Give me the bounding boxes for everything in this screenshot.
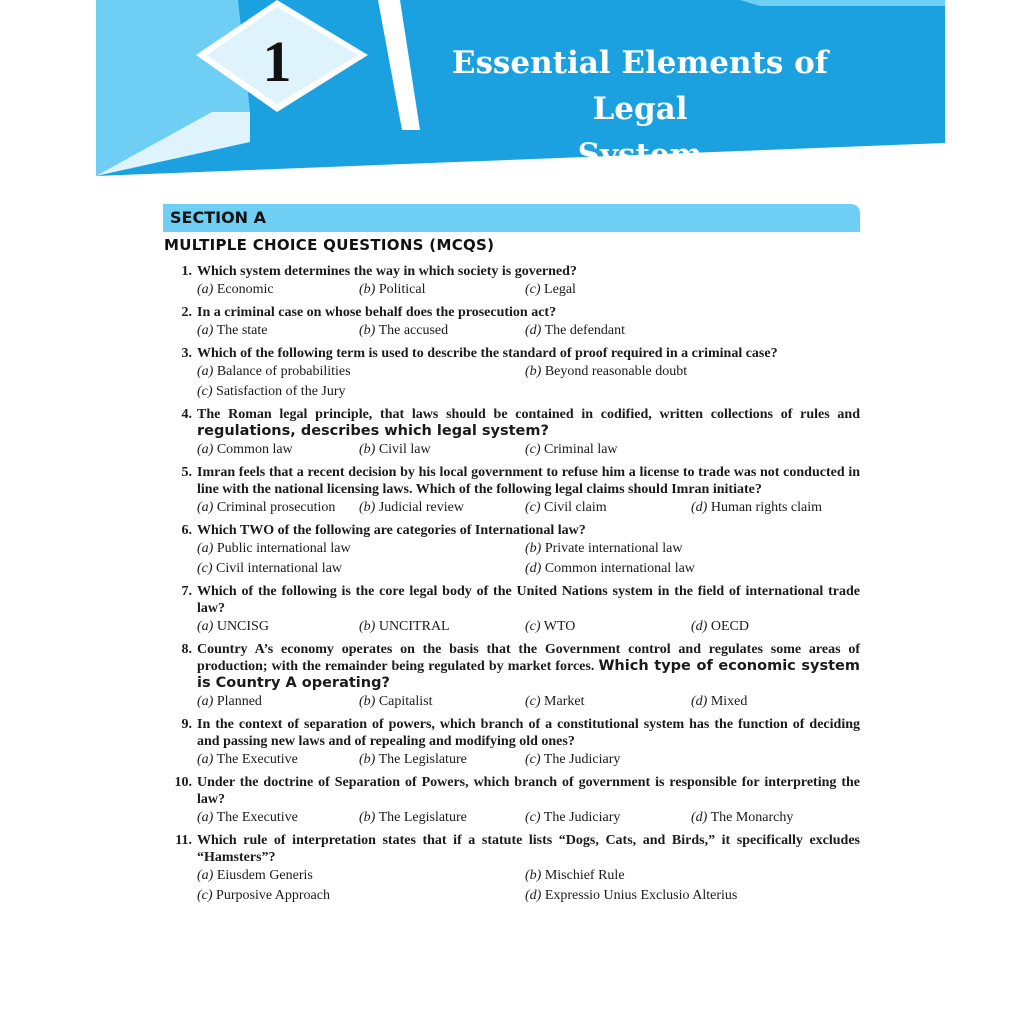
answer-option [525,498,607,518]
chapter-title-line-1: Essential Elements of Legal [451,45,829,127]
answer-options [197,866,860,906]
option-text: Civil international law [216,561,343,576]
option-letter: (c) [525,619,541,634]
option-letter: (a) [197,442,214,457]
answer-option [691,808,793,828]
answer-options [197,321,860,341]
option-letter: (b) [359,619,376,634]
option-letter: (b) [525,541,542,556]
option-text: Political [378,282,426,297]
question-text-main: Which of the following term is used to describe the standard of proof required in a criminal case? [197,346,778,361]
question-text-main: Which TWO of the following are categories of International law? [197,523,586,538]
option-letter: (d) [525,888,542,903]
question-text-main: Which rule of interpretation states that if a statute lists “Dogs, Cats, and Birds,” it specifically excludes “Hamsters”? [197,833,860,865]
answer-option-row [197,886,860,906]
question-number: 11. [175,833,192,848]
answer-option-row [197,321,860,341]
question-number: 8. [181,642,192,657]
option-text: Criminal law [544,442,618,457]
answer-option-row [197,440,860,460]
option-text: The Judiciary [543,810,621,825]
answer-option-row [197,280,860,300]
question-number: 1. [181,264,192,279]
answer-option [359,498,464,518]
question-text-main: Which system determines the way in which society is governed? [197,264,577,279]
option-letter: (a) [197,364,214,379]
option-letter: (c) [197,888,213,903]
chapter-title [400,40,880,178]
question-text-main: In a criminal case on whose behalf does the prosecution act? [197,305,557,320]
answer-option [525,362,687,382]
question-text-main: Which of the following is the core legal body of the United Nations system in the field of international trade law? [197,584,860,616]
option-text: Common international law [544,561,695,576]
option-letter: (b) [359,694,376,709]
option-text: The Monarchy [710,810,794,825]
option-letter: (b) [359,810,376,825]
option-text: The Legislature [378,810,467,825]
answer-option [525,280,576,300]
option-text: Human rights claim [710,500,823,515]
answer-options [197,750,860,770]
question-number: 5. [181,465,192,480]
question-text [197,774,860,808]
option-text: Market [544,694,585,709]
option-letter: (a) [197,810,214,825]
option-letter: (b) [359,752,376,767]
question-item [163,716,860,770]
option-text: Expressio Unius Exclusio Alterius [544,888,738,903]
question-text [197,304,860,321]
answer-option [197,559,342,579]
option-letter: (d) [691,694,708,709]
option-text: Civil law [378,442,431,457]
option-text: Criminal prosecution [216,500,336,515]
answer-option [197,808,298,828]
question-text-tail: regulations, describes which legal system? [197,423,549,439]
question-item [163,774,860,828]
option-letter: (a) [197,868,214,883]
option-letter: (c) [525,752,541,767]
question-item [163,522,860,579]
option-letter: (c) [197,561,213,576]
answer-option-row [197,362,860,382]
answer-option [197,866,313,886]
answer-option [525,539,682,559]
option-text: The Executive [216,810,298,825]
option-letter: (a) [197,752,214,767]
answer-option [197,498,335,518]
question-item [163,406,860,460]
answer-option-row [197,808,860,828]
option-text: The state [216,323,268,338]
option-letter: (d) [691,810,708,825]
answer-option [197,321,268,341]
question-text-tail: Which type of economic system is Country A operating? [197,658,860,691]
option-text: WTO [543,619,576,634]
answer-options [197,362,860,402]
answer-option-row [197,866,860,886]
option-text: Common law [216,442,293,457]
option-text: The accused [378,323,449,338]
option-text: Planned [216,694,262,709]
option-letter: (a) [197,541,214,556]
answer-option-row [197,382,860,402]
option-letter: (c) [197,384,213,399]
answer-option [359,750,467,770]
option-letter: (b) [359,282,376,297]
option-text: Private international law [544,541,683,556]
option-text: Mischief Rule [544,868,625,883]
option-letter: (d) [525,561,542,576]
answer-option [691,498,822,518]
option-letter: (c) [525,442,541,457]
question-text [197,263,860,280]
answer-option [691,692,747,712]
answer-option [691,617,749,637]
answer-option [525,692,584,712]
question-text [197,406,860,440]
question-number: 3. [181,346,192,361]
chapter-title-line-2: System [577,137,703,173]
option-text: Capitalist [378,694,433,709]
option-letter: (b) [525,868,542,883]
option-text: Beyond reasonable doubt [544,364,688,379]
banner-top-strip [740,0,945,6]
option-letter: (c) [525,500,541,515]
answer-option [525,559,695,579]
option-text: The Executive [216,752,298,767]
answer-option [197,539,351,559]
option-text: Balance of probabilities [216,364,351,379]
question-text [197,716,860,750]
question-text [197,464,860,498]
option-letter: (d) [691,619,708,634]
answer-option [197,886,330,906]
option-text: UNCITRAL [378,619,450,634]
answer-option [359,617,450,637]
question-item [163,304,860,341]
option-letter: (b) [525,364,542,379]
answer-option-row [197,539,860,559]
section-label: SECTION A [170,208,267,227]
question-text-main: The Roman legal principle, that laws should be contained in codified, written collections of rules and [197,407,860,422]
answer-option-row [197,617,860,637]
answer-option [197,692,262,712]
question-number: 9. [181,717,192,732]
option-letter: (a) [197,323,214,338]
answer-option [525,440,618,460]
question-item [163,641,860,712]
option-letter: (b) [359,323,376,338]
answer-options [197,498,860,518]
option-text: Public international law [216,541,351,556]
question-item [163,832,860,906]
answer-option [525,321,625,341]
question-text-main: Country A’s economy operates on the basis that the Government control and regulates some areas of production; with the remainder being regulated by market forces. [197,642,860,674]
question-item [163,263,860,300]
answer-option [197,382,346,402]
question-text-main: In the context of separation of powers, which branch of a constitutional system has the function of deciding and passing new laws and of repealing and modifying old ones? [197,717,860,749]
mcq-heading: MULTIPLE CHOICE QUESTIONS (MCQS) [164,236,495,254]
answer-option [525,808,620,828]
question-text [197,832,860,866]
chapter-number: 1 [262,29,292,94]
answer-option [197,280,274,300]
option-letter: (b) [359,442,376,457]
option-text: Purposive Approach [216,888,330,903]
question-number: 6. [181,523,192,538]
answer-option [359,692,433,712]
option-text: The Legislature [378,752,467,767]
answer-option [359,440,431,460]
answer-options [197,617,860,637]
question-number: 10. [174,775,192,790]
question-text [197,345,860,362]
question-text [197,641,860,692]
option-letter: (c) [525,810,541,825]
answer-option [525,866,625,886]
option-text: Mixed [710,694,748,709]
option-letter: (b) [359,500,376,515]
answer-option-row [197,750,860,770]
answer-option [197,362,351,382]
option-text: Judicial review [378,500,464,515]
answer-option-row [197,692,860,712]
answer-options [197,808,860,828]
question-number: 4. [181,407,192,422]
option-letter: (d) [691,500,708,515]
answer-option [197,440,293,460]
answer-options [197,539,860,579]
answer-options [197,280,860,300]
option-text: Satisfaction of the Jury [216,384,346,399]
question-item [163,345,860,402]
option-letter: (d) [525,323,542,338]
answer-option [525,750,620,770]
answer-option [197,750,298,770]
answer-option-row [197,559,860,579]
answer-option [359,280,426,300]
question-text-main: Under the doctrine of Separation of Powers, which branch of government is responsible for interpreting the law? [197,775,860,807]
question-number: 7. [181,584,192,599]
option-text: Eiusdem Generis [216,868,313,883]
option-text: OECD [710,619,749,634]
question-item [163,583,860,637]
question-text-main: Imran feels that a recent decision by his local government to refuse him a license to trade was not conducted in line with the national licensing laws. Which of the following legal claims should Imran initiate? [197,465,860,497]
question-list [163,263,860,910]
answer-options [197,692,860,712]
option-letter: (a) [197,619,214,634]
answer-option-row [197,498,860,518]
option-text: UNCISG [216,619,269,634]
option-text: Economic [216,282,274,297]
answer-option [525,886,737,906]
question-item [163,464,860,518]
section-header-bar [163,204,860,232]
answer-option [197,617,269,637]
answer-option [359,321,448,341]
option-text: Legal [544,282,576,297]
question-text [197,583,860,617]
option-text: Civil claim [544,500,607,515]
answer-option [359,808,467,828]
option-letter: (a) [197,694,214,709]
answer-options [197,440,860,460]
question-text [197,522,860,539]
option-text: The defendant [544,323,626,338]
option-letter: (c) [525,694,541,709]
option-letter: (a) [197,282,214,297]
option-letter: (c) [525,282,541,297]
question-number: 2. [181,305,192,320]
answer-option [525,617,575,637]
option-text: The Judiciary [543,752,621,767]
option-letter: (a) [197,500,214,515]
